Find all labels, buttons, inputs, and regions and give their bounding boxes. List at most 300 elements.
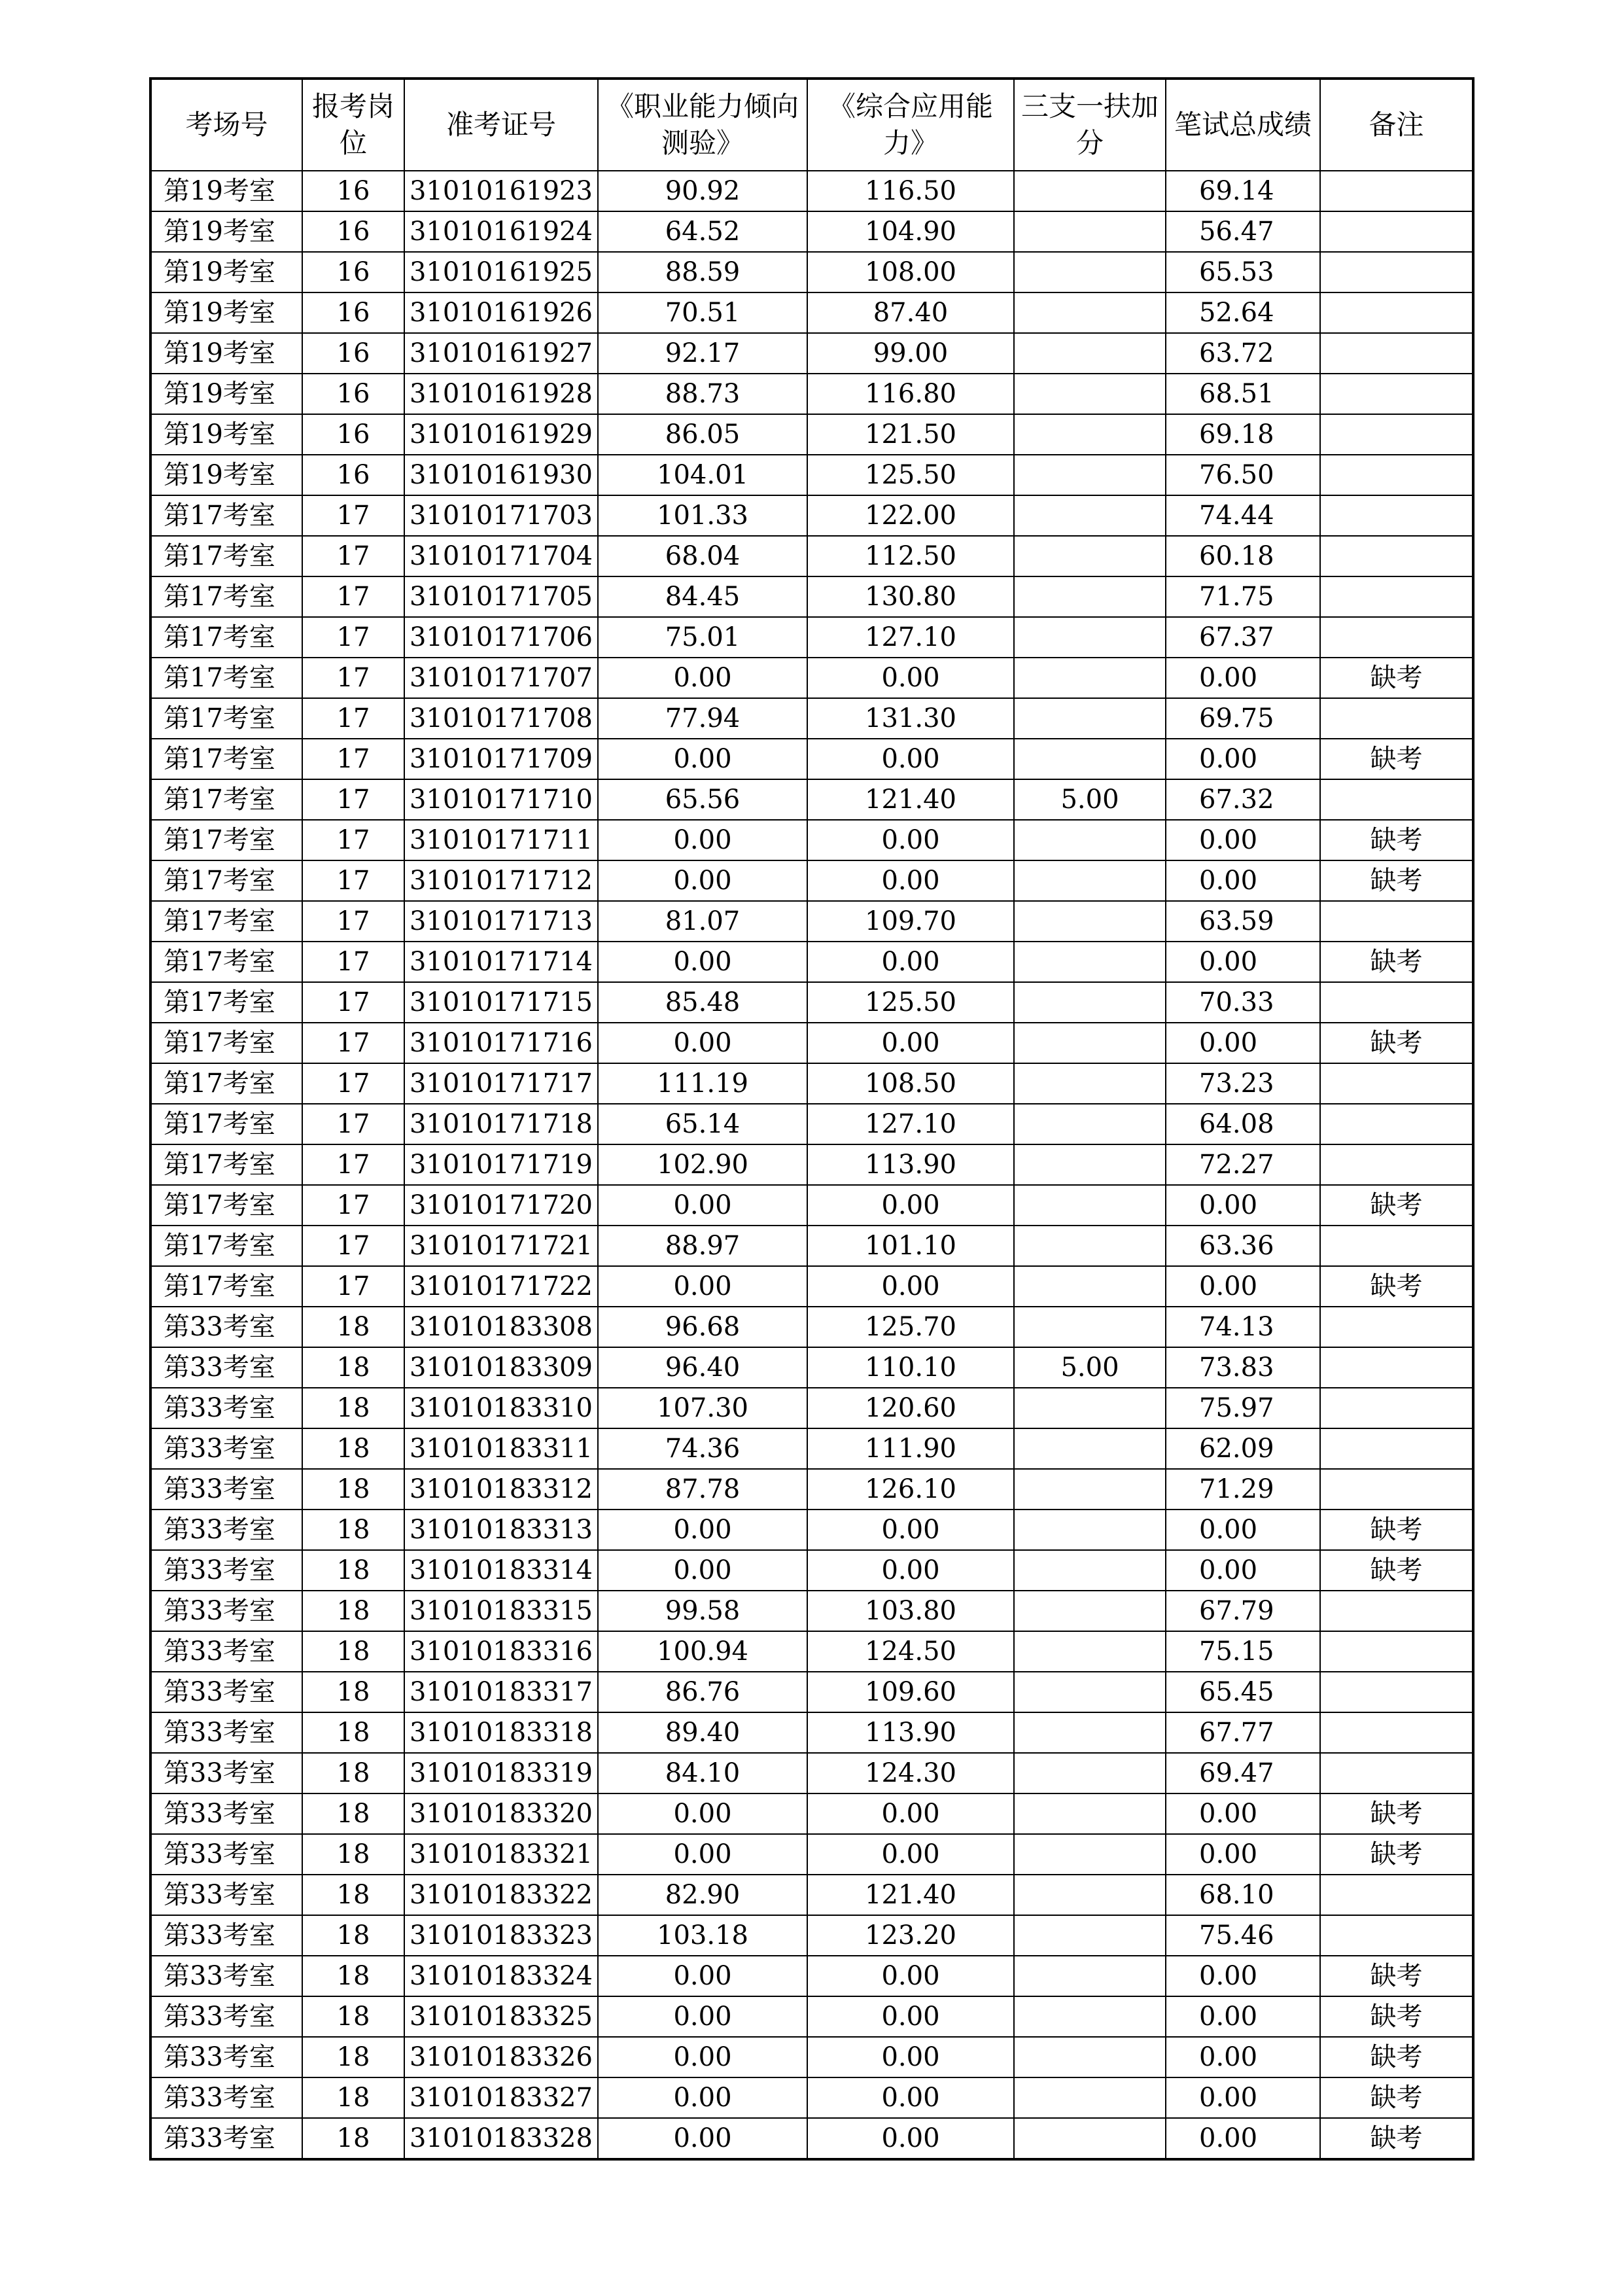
cell-comprehensive-score: 0.00: [807, 2037, 1014, 2077]
score-table: [149, 77, 1475, 2161]
cell-comprehensive-score: 121.40: [807, 779, 1014, 820]
cell-remark: [1320, 211, 1473, 252]
cell-total-score: 52.64: [1166, 292, 1320, 333]
cell-ticket-number: 31010183324: [404, 1956, 598, 1996]
header-exam-room: 考场号: [150, 79, 302, 171]
cell-total-score: 64.08: [1166, 1104, 1320, 1144]
cell-exam-room: 第33考室: [150, 1712, 302, 1753]
table-row: [150, 1875, 1473, 1915]
table-row: [150, 1226, 1473, 1266]
cell-ticket-number: 31010183317: [404, 1672, 598, 1712]
cell-bonus-points: [1014, 1388, 1166, 1428]
table-row: [150, 1712, 1473, 1753]
cell-aptitude-score: 0.00: [598, 2037, 807, 2077]
cell-position: 17: [302, 779, 404, 820]
cell-comprehensive-score: 122.00: [807, 495, 1014, 536]
cell-remark: [1320, 1469, 1473, 1510]
cell-position: 18: [302, 1388, 404, 1428]
cell-aptitude-score: 0.00: [598, 2118, 807, 2159]
cell-remark: 缺考: [1320, 2118, 1473, 2159]
cell-ticket-number: 31010161925: [404, 252, 598, 292]
cell-aptitude-score: 96.40: [598, 1347, 807, 1388]
cell-position: 17: [302, 1023, 404, 1063]
cell-ticket-number: 31010171713: [404, 901, 598, 942]
cell-bonus-points: [1014, 820, 1166, 860]
cell-remark: [1320, 617, 1473, 658]
cell-total-score: 0.00: [1166, 2118, 1320, 2159]
cell-aptitude-score: 84.10: [598, 1753, 807, 1793]
cell-exam-room: 第17考室: [150, 495, 302, 536]
cell-ticket-number: 31010161929: [404, 414, 598, 455]
cell-exam-room: 第17考室: [150, 1023, 302, 1063]
header-comprehensive-ability: 《综合应用能力》: [807, 79, 1014, 171]
cell-position: 17: [302, 1104, 404, 1144]
cell-exam-room: 第17考室: [150, 617, 302, 658]
cell-remark: 缺考: [1320, 1793, 1473, 1834]
cell-aptitude-score: 0.00: [598, 1185, 807, 1226]
cell-exam-room: 第17考室: [150, 860, 302, 901]
cell-ticket-number: 31010171707: [404, 658, 598, 698]
cell-exam-room: 第19考室: [150, 292, 302, 333]
cell-bonus-points: [1014, 1956, 1166, 1996]
cell-ticket-number: 31010183325: [404, 1996, 598, 2037]
table-row: [150, 1469, 1473, 1510]
cell-aptitude-score: 88.73: [598, 374, 807, 414]
cell-ticket-number: 31010171709: [404, 739, 598, 779]
cell-bonus-points: [1014, 1712, 1166, 1753]
table-row: [150, 658, 1473, 698]
table-header: [150, 79, 1473, 171]
cell-bonus-points: [1014, 1307, 1166, 1347]
cell-position: 18: [302, 1672, 404, 1712]
cell-remark: 缺考: [1320, 942, 1473, 982]
cell-bonus-points: [1014, 1428, 1166, 1469]
cell-position: 18: [302, 1428, 404, 1469]
cell-exam-room: 第33考室: [150, 1753, 302, 1793]
cell-total-score: 0.00: [1166, 860, 1320, 901]
cell-total-score: 0.00: [1166, 1185, 1320, 1226]
cell-bonus-points: [1014, 1591, 1166, 1631]
cell-bonus-points: [1014, 1266, 1166, 1307]
cell-position: 18: [302, 1712, 404, 1753]
cell-comprehensive-score: 125.50: [807, 455, 1014, 495]
cell-bonus-points: [1014, 2037, 1166, 2077]
cell-exam-room: 第33考室: [150, 1388, 302, 1428]
cell-bonus-points: [1014, 1915, 1166, 1956]
cell-remark: [1320, 576, 1473, 617]
cell-comprehensive-score: 0.00: [807, 739, 1014, 779]
cell-total-score: 75.97: [1166, 1388, 1320, 1428]
cell-bonus-points: [1014, 1631, 1166, 1672]
cell-remark: 缺考: [1320, 2077, 1473, 2118]
cell-exam-room: 第33考室: [150, 1996, 302, 2037]
cell-comprehensive-score: 0.00: [807, 942, 1014, 982]
cell-position: 18: [302, 2037, 404, 2077]
table-row: [150, 901, 1473, 942]
cell-ticket-number: 31010161928: [404, 374, 598, 414]
cell-aptitude-score: 74.36: [598, 1428, 807, 1469]
cell-remark: 缺考: [1320, 1550, 1473, 1591]
cell-aptitude-score: 85.48: [598, 982, 807, 1023]
cell-total-score: 0.00: [1166, 739, 1320, 779]
cell-total-score: 0.00: [1166, 1023, 1320, 1063]
cell-comprehensive-score: 0.00: [807, 1185, 1014, 1226]
cell-aptitude-score: 77.94: [598, 698, 807, 739]
table-row: [150, 536, 1473, 576]
cell-total-score: 73.83: [1166, 1347, 1320, 1388]
cell-position: 17: [302, 1063, 404, 1104]
table-row: [150, 739, 1473, 779]
cell-bonus-points: [1014, 901, 1166, 942]
cell-aptitude-score: 111.19: [598, 1063, 807, 1104]
cell-remark: [1320, 1712, 1473, 1753]
cell-bonus-points: [1014, 333, 1166, 374]
table-row: [150, 617, 1473, 658]
cell-aptitude-score: 0.00: [598, 1996, 807, 2037]
header-bonus-points: 三支一扶加分: [1014, 79, 1166, 171]
cell-ticket-number: 31010161930: [404, 455, 598, 495]
cell-exam-room: 第17考室: [150, 658, 302, 698]
table-body: [150, 171, 1473, 2159]
cell-bonus-points: [1014, 252, 1166, 292]
cell-ticket-number: 31010183311: [404, 1428, 598, 1469]
cell-remark: 缺考: [1320, 860, 1473, 901]
cell-position: 18: [302, 1307, 404, 1347]
cell-bonus-points: [1014, 1672, 1166, 1712]
cell-exam-room: 第17考室: [150, 1266, 302, 1307]
cell-comprehensive-score: 110.10: [807, 1347, 1014, 1388]
table-row: [150, 942, 1473, 982]
cell-total-score: 67.32: [1166, 779, 1320, 820]
table-row: [150, 2037, 1473, 2077]
cell-exam-room: 第33考室: [150, 1915, 302, 1956]
cell-position: 17: [302, 536, 404, 576]
table-row: [150, 171, 1473, 211]
cell-ticket-number: 31010183322: [404, 1875, 598, 1915]
cell-aptitude-score: 0.00: [598, 1793, 807, 1834]
cell-aptitude-score: 88.59: [598, 252, 807, 292]
table-row: [150, 292, 1473, 333]
cell-exam-room: 第17考室: [150, 1104, 302, 1144]
cell-exam-room: 第33考室: [150, 1956, 302, 1996]
cell-remark: [1320, 779, 1473, 820]
cell-aptitude-score: 84.45: [598, 576, 807, 617]
cell-bonus-points: [1014, 698, 1166, 739]
cell-comprehensive-score: 127.10: [807, 1104, 1014, 1144]
cell-ticket-number: 31010171719: [404, 1144, 598, 1185]
cell-exam-room: 第17考室: [150, 901, 302, 942]
cell-remark: 缺考: [1320, 1834, 1473, 1875]
cell-total-score: 69.75: [1166, 698, 1320, 739]
cell-total-score: 71.29: [1166, 1469, 1320, 1510]
cell-ticket-number: 31010183321: [404, 1834, 598, 1875]
cell-total-score: 0.00: [1166, 2037, 1320, 2077]
cell-ticket-number: 31010183323: [404, 1915, 598, 1956]
cell-exam-room: 第33考室: [150, 1834, 302, 1875]
table-row: [150, 1793, 1473, 1834]
cell-comprehensive-score: 113.90: [807, 1712, 1014, 1753]
cell-bonus-points: [1014, 1996, 1166, 2037]
cell-bonus-points: 5.00: [1014, 779, 1166, 820]
cell-ticket-number: 31010171704: [404, 536, 598, 576]
cell-exam-room: 第33考室: [150, 2077, 302, 2118]
cell-aptitude-score: 0.00: [598, 1266, 807, 1307]
cell-exam-room: 第17考室: [150, 1063, 302, 1104]
cell-exam-room: 第19考室: [150, 333, 302, 374]
cell-aptitude-score: 101.33: [598, 495, 807, 536]
cell-total-score: 0.00: [1166, 658, 1320, 698]
cell-total-score: 0.00: [1166, 1266, 1320, 1307]
cell-bonus-points: [1014, 2077, 1166, 2118]
cell-position: 18: [302, 1793, 404, 1834]
cell-exam-room: 第33考室: [150, 1307, 302, 1347]
cell-exam-room: 第17考室: [150, 779, 302, 820]
cell-comprehensive-score: 0.00: [807, 1023, 1014, 1063]
cell-remark: [1320, 1063, 1473, 1104]
table-row: [150, 1347, 1473, 1388]
cell-aptitude-score: 87.78: [598, 1469, 807, 1510]
header-aptitude-test: 《职业能力倾向测验》: [598, 79, 807, 171]
cell-ticket-number: 31010171721: [404, 1226, 598, 1266]
cell-total-score: 0.00: [1166, 1510, 1320, 1550]
cell-comprehensive-score: 0.00: [807, 1834, 1014, 1875]
cell-ticket-number: 31010171718: [404, 1104, 598, 1144]
table-row: [150, 1023, 1473, 1063]
cell-ticket-number: 31010171722: [404, 1266, 598, 1307]
cell-position: 18: [302, 1996, 404, 2037]
cell-remark: [1320, 901, 1473, 942]
cell-bonus-points: [1014, 1023, 1166, 1063]
cell-comprehensive-score: 109.70: [807, 901, 1014, 942]
cell-bonus-points: [1014, 1753, 1166, 1793]
cell-bonus-points: [1014, 455, 1166, 495]
cell-aptitude-score: 0.00: [598, 1510, 807, 1550]
cell-aptitude-score: 68.04: [598, 536, 807, 576]
cell-comprehensive-score: 103.80: [807, 1591, 1014, 1631]
table-row: [150, 1266, 1473, 1307]
cell-exam-room: 第33考室: [150, 1550, 302, 1591]
table-row: [150, 1307, 1473, 1347]
cell-ticket-number: 31010183320: [404, 1793, 598, 1834]
header-remarks: 备注: [1320, 79, 1473, 171]
cell-position: 18: [302, 1915, 404, 1956]
cell-bonus-points: [1014, 536, 1166, 576]
cell-bonus-points: [1014, 292, 1166, 333]
cell-position: 18: [302, 1469, 404, 1510]
cell-remark: [1320, 698, 1473, 739]
cell-comprehensive-score: 0.00: [807, 820, 1014, 860]
cell-total-score: 69.18: [1166, 414, 1320, 455]
table-row: [150, 1956, 1473, 1996]
cell-remark: 缺考: [1320, 739, 1473, 779]
cell-remark: [1320, 1591, 1473, 1631]
cell-position: 18: [302, 1834, 404, 1875]
cell-ticket-number: 31010183328: [404, 2118, 598, 2159]
cell-position: 18: [302, 1631, 404, 1672]
cell-comprehensive-score: 120.60: [807, 1388, 1014, 1428]
table-row: [150, 779, 1473, 820]
cell-remark: [1320, 1631, 1473, 1672]
cell-bonus-points: [1014, 374, 1166, 414]
cell-total-score: 69.47: [1166, 1753, 1320, 1793]
cell-exam-room: 第33考室: [150, 1672, 302, 1712]
cell-comprehensive-score: 116.80: [807, 374, 1014, 414]
cell-position: 17: [302, 860, 404, 901]
cell-comprehensive-score: 87.40: [807, 292, 1014, 333]
table-row: [150, 333, 1473, 374]
cell-exam-room: 第19考室: [150, 171, 302, 211]
cell-aptitude-score: 0.00: [598, 942, 807, 982]
table-row: [150, 576, 1473, 617]
cell-remark: 缺考: [1320, 1956, 1473, 1996]
cell-remark: [1320, 292, 1473, 333]
cell-remark: [1320, 536, 1473, 576]
cell-ticket-number: 31010183310: [404, 1388, 598, 1428]
cell-comprehensive-score: 113.90: [807, 1144, 1014, 1185]
cell-ticket-number: 31010171706: [404, 617, 598, 658]
cell-ticket-number: 31010161927: [404, 333, 598, 374]
cell-exam-room: 第33考室: [150, 1428, 302, 1469]
cell-comprehensive-score: 111.90: [807, 1428, 1014, 1469]
cell-total-score: 67.77: [1166, 1712, 1320, 1753]
cell-comprehensive-score: 112.50: [807, 536, 1014, 576]
cell-aptitude-score: 0.00: [598, 1956, 807, 1996]
cell-position: 18: [302, 1510, 404, 1550]
cell-bonus-points: [1014, 576, 1166, 617]
table-row: [150, 1063, 1473, 1104]
cell-position: 17: [302, 942, 404, 982]
cell-aptitude-score: 107.30: [598, 1388, 807, 1428]
cell-comprehensive-score: 0.00: [807, 1550, 1014, 1591]
table-row: [150, 1144, 1473, 1185]
cell-comprehensive-score: 99.00: [807, 333, 1014, 374]
cell-remark: [1320, 495, 1473, 536]
cell-total-score: 63.72: [1166, 333, 1320, 374]
cell-exam-room: 第17考室: [150, 576, 302, 617]
cell-position: 17: [302, 1266, 404, 1307]
cell-bonus-points: [1014, 2118, 1166, 2159]
cell-remark: [1320, 1875, 1473, 1915]
cell-exam-room: 第33考室: [150, 1793, 302, 1834]
cell-bonus-points: [1014, 739, 1166, 779]
cell-aptitude-score: 81.07: [598, 901, 807, 942]
cell-remark: [1320, 455, 1473, 495]
cell-position: 16: [302, 455, 404, 495]
cell-exam-room: 第19考室: [150, 374, 302, 414]
cell-comprehensive-score: 125.70: [807, 1307, 1014, 1347]
cell-bonus-points: [1014, 942, 1166, 982]
cell-exam-room: 第17考室: [150, 1144, 302, 1185]
cell-ticket-number: 31010171705: [404, 576, 598, 617]
table-row: [150, 374, 1473, 414]
cell-ticket-number: 31010183309: [404, 1347, 598, 1388]
cell-aptitude-score: 0.00: [598, 2077, 807, 2118]
cell-remark: [1320, 1104, 1473, 1144]
cell-exam-room: 第17考室: [150, 942, 302, 982]
cell-aptitude-score: 90.92: [598, 171, 807, 211]
table-row: [150, 1996, 1473, 2037]
cell-ticket-number: 31010171712: [404, 860, 598, 901]
cell-ticket-number: 31010161926: [404, 292, 598, 333]
cell-position: 18: [302, 1550, 404, 1591]
cell-total-score: 75.15: [1166, 1631, 1320, 1672]
cell-ticket-number: 31010171720: [404, 1185, 598, 1226]
cell-position: 18: [302, 1875, 404, 1915]
table-row: [150, 1428, 1473, 1469]
cell-comprehensive-score: 124.30: [807, 1753, 1014, 1793]
cell-total-score: 62.09: [1166, 1428, 1320, 1469]
cell-total-score: 70.33: [1166, 982, 1320, 1023]
cell-comprehensive-score: 0.00: [807, 860, 1014, 901]
cell-bonus-points: [1014, 1226, 1166, 1266]
cell-ticket-number: 31010171717: [404, 1063, 598, 1104]
cell-aptitude-score: 104.01: [598, 455, 807, 495]
cell-bonus-points: [1014, 1550, 1166, 1591]
cell-bonus-points: [1014, 414, 1166, 455]
cell-remark: 缺考: [1320, 2037, 1473, 2077]
cell-remark: [1320, 1753, 1473, 1793]
cell-ticket-number: 31010183327: [404, 2077, 598, 2118]
table-row: [150, 1631, 1473, 1672]
cell-remark: [1320, 414, 1473, 455]
cell-bonus-points: [1014, 860, 1166, 901]
cell-total-score: 0.00: [1166, 1834, 1320, 1875]
table-row: [150, 1510, 1473, 1550]
cell-comprehensive-score: 0.00: [807, 1996, 1014, 2037]
cell-aptitude-score: 96.68: [598, 1307, 807, 1347]
cell-bonus-points: 5.00: [1014, 1347, 1166, 1388]
cell-ticket-number: 31010183316: [404, 1631, 598, 1672]
cell-comprehensive-score: 104.90: [807, 211, 1014, 252]
table-row: [150, 455, 1473, 495]
cell-exam-room: 第17考室: [150, 1185, 302, 1226]
cell-bonus-points: [1014, 1469, 1166, 1510]
cell-comprehensive-score: 124.50: [807, 1631, 1014, 1672]
cell-exam-room: 第19考室: [150, 414, 302, 455]
cell-remark: [1320, 333, 1473, 374]
table-row: [150, 860, 1473, 901]
cell-aptitude-score: 88.97: [598, 1226, 807, 1266]
table-row: [150, 414, 1473, 455]
cell-position: 16: [302, 252, 404, 292]
cell-position: 18: [302, 1753, 404, 1793]
cell-remark: [1320, 1226, 1473, 1266]
cell-exam-room: 第19考室: [150, 455, 302, 495]
cell-ticket-number: 31010183314: [404, 1550, 598, 1591]
table-row: [150, 1104, 1473, 1144]
cell-aptitude-score: 89.40: [598, 1712, 807, 1753]
cell-position: 18: [302, 2077, 404, 2118]
cell-ticket-number: 31010161923: [404, 171, 598, 211]
table-row: [150, 698, 1473, 739]
cell-remark: 缺考: [1320, 1510, 1473, 1550]
cell-exam-room: 第33考室: [150, 1510, 302, 1550]
table-row: [150, 982, 1473, 1023]
cell-position: 17: [302, 658, 404, 698]
cell-exam-room: 第33考室: [150, 1631, 302, 1672]
cell-ticket-number: 31010161924: [404, 211, 598, 252]
table-row: [150, 211, 1473, 252]
header-total-score: 笔试总成绩: [1166, 79, 1320, 171]
cell-total-score: 65.53: [1166, 252, 1320, 292]
cell-position: 17: [302, 901, 404, 942]
cell-total-score: 71.75: [1166, 576, 1320, 617]
cell-position: 18: [302, 1591, 404, 1631]
cell-remark: [1320, 1672, 1473, 1712]
cell-position: 17: [302, 1144, 404, 1185]
cell-position: 17: [302, 1226, 404, 1266]
cell-aptitude-score: 0.00: [598, 1023, 807, 1063]
